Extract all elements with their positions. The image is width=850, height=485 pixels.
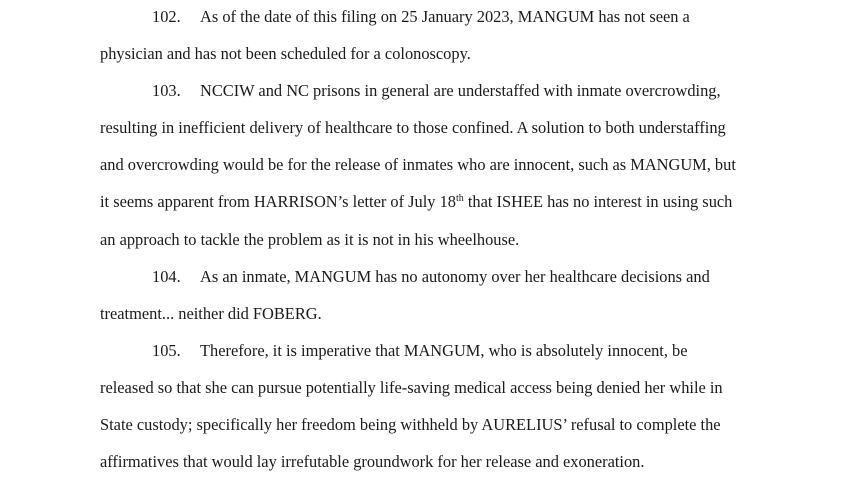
paragraph-105-line-3: State custody; specifically her freedom being withheld by AURELIUS’ refusal to complete the [100, 415, 721, 434]
paragraph-103-line-4 [100, 192, 732, 212]
paragraph-103-line-1 [152, 81, 721, 101]
paragraph-105-line-1 [152, 341, 688, 361]
text-segment: it seems apparent from HARRISON’s letter of July 18 [100, 192, 456, 211]
paragraph-number: 102. [152, 7, 181, 26]
paragraph-104-line-2: treatment... neither did FOBERG. [100, 304, 322, 323]
paragraph-103-line-2: resulting in inefficient delivery of healthcare to those confined. A solution to both understaffing [100, 118, 726, 137]
paragraph-104-line-1 [152, 267, 710, 287]
paragraph-105-line-2: released so that she can pursue potentially life-saving medical access being denied her while in [100, 378, 723, 397]
paragraph-103-line-5: an approach to tackle the problem as it is not in his wheelhouse. [100, 230, 520, 249]
paragraph-number: 104. [152, 267, 181, 286]
paragraph-text: NCCIW and NC prisons in general are understaffed with inmate overcrowding, [200, 81, 721, 100]
paragraph-text: Therefore, it is imperative that MANGUM, who is absolutely innocent, be [200, 341, 688, 360]
paragraph-number: 105. [152, 341, 181, 360]
paragraph-102-line-1 [152, 7, 690, 27]
ordinal-suffix: th [455, 193, 464, 204]
paragraph-text: As of the date of this filing on 25 January 2023, MANGUM has not seen a [200, 7, 690, 26]
paragraph-number: 103. [152, 81, 181, 100]
paragraph-103-line-3: and overcrowding would be for the release of inmates who are innocent, such as MANGUM, but [100, 155, 736, 174]
paragraph-text: As an inmate, MANGUM has no autonomy over her healthcare decisions and [200, 267, 710, 286]
paragraph-105-line-4: affirmatives that would lay irrefutable groundwork for her release and exoneration. [100, 452, 645, 471]
paragraph-102-line-2: physician and has not been scheduled for a colonoscopy. [100, 44, 471, 63]
text-segment: that ISHEE has no interest in using such [463, 192, 733, 211]
